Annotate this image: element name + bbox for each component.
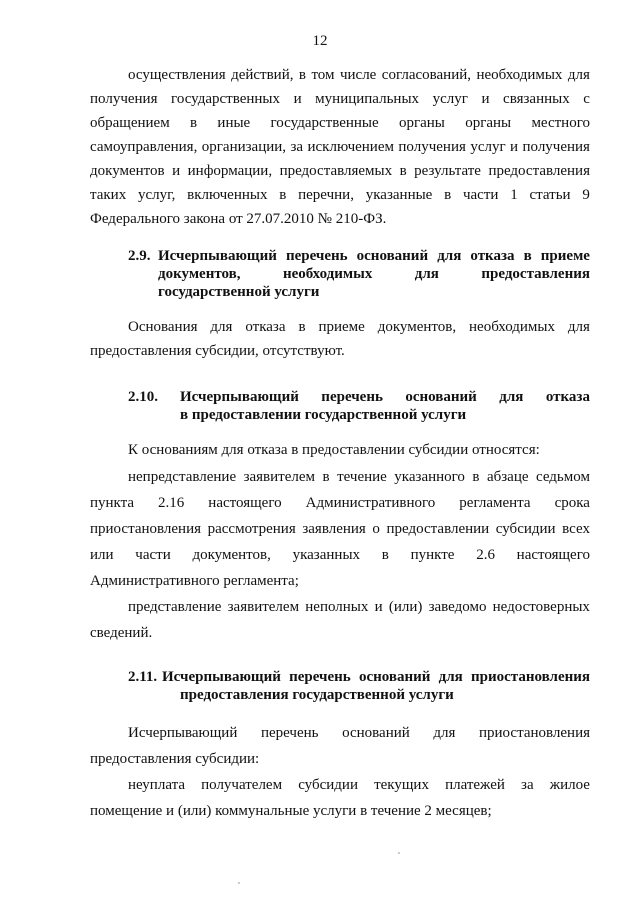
page-number: 12	[312, 33, 328, 49]
word: заведомо	[428, 599, 487, 615]
word: 1	[510, 187, 518, 203]
word: действий,	[231, 67, 294, 83]
word: Административного	[305, 495, 436, 511]
word: числе	[339, 67, 377, 83]
word: о	[372, 521, 380, 537]
word: получения	[398, 139, 466, 155]
text-line	[90, 162, 590, 180]
word: государственных	[171, 91, 281, 107]
word: части	[462, 187, 499, 203]
word: организации,	[201, 139, 287, 155]
word: с	[583, 91, 590, 107]
word: перечень	[285, 248, 348, 264]
word: информации,	[187, 163, 273, 179]
word: органы	[465, 115, 512, 131]
word: пункте	[410, 547, 455, 563]
text-line: сведений.	[90, 625, 153, 641]
word: оснований	[356, 248, 429, 264]
word: таких	[90, 187, 127, 203]
word: местного	[531, 115, 590, 131]
heading-line	[180, 388, 590, 406]
word: в	[381, 547, 389, 563]
word: субсидии	[298, 777, 358, 793]
word: и	[374, 599, 383, 615]
scan-speck	[238, 882, 240, 884]
word: приостановления	[479, 725, 590, 741]
word: пункта	[90, 495, 135, 511]
text-line: Федерального закона от 27.07.2010 № 210-ФЗ.	[90, 211, 387, 227]
text-line	[128, 598, 590, 616]
word: настоящего	[516, 547, 590, 563]
word: настоящего	[208, 495, 282, 511]
word: Исчерпывающий	[180, 389, 299, 405]
word: в	[444, 187, 452, 203]
word: перечень	[321, 389, 383, 405]
word: 2.6	[476, 547, 495, 563]
word: Исчерпывающий	[158, 248, 277, 264]
word: самоуправления,	[90, 139, 198, 155]
word: предоставлении	[386, 521, 490, 537]
word: документов,	[377, 319, 457, 335]
text-line	[90, 520, 590, 538]
word: оснований	[405, 389, 477, 405]
word: седьмом	[536, 469, 590, 485]
word: недостоверных	[492, 599, 590, 615]
word: в	[523, 248, 532, 264]
word: приостановления	[90, 521, 201, 537]
word: государственные	[270, 115, 379, 131]
word: 2.16	[158, 495, 185, 511]
text-line	[128, 468, 590, 486]
word: срока	[554, 495, 590, 511]
word: течение	[337, 469, 387, 485]
word: услуг	[470, 139, 506, 155]
word: в	[298, 67, 307, 83]
word: в	[279, 187, 287, 203]
word: непредставление	[128, 469, 237, 485]
word: иные	[217, 115, 251, 131]
word: отказа	[245, 319, 286, 335]
word: заявителем	[227, 599, 300, 615]
text-line: предоставления субсидии:	[90, 751, 260, 767]
word: отказа	[545, 389, 590, 405]
word: документов	[90, 163, 165, 179]
word: приостановления	[471, 669, 590, 685]
text-line	[90, 114, 590, 132]
word: муниципальных	[315, 91, 420, 107]
word: указанных	[292, 547, 361, 563]
word: текущих	[374, 777, 429, 793]
word: всех	[562, 521, 590, 537]
word: и	[481, 91, 490, 107]
word: перечни,	[298, 187, 354, 203]
text-line	[90, 90, 590, 108]
word: или	[90, 547, 114, 563]
word: органы	[398, 115, 445, 131]
word: Основания	[128, 319, 198, 335]
word: (или)	[388, 599, 423, 615]
word: и	[172, 163, 181, 179]
word: абзаце	[486, 469, 529, 485]
word: для	[567, 319, 590, 335]
word: получения	[522, 139, 590, 155]
word: обращением	[90, 115, 170, 131]
heading-line	[162, 668, 590, 686]
word: для	[437, 248, 462, 264]
word: включенных	[187, 187, 268, 203]
word: перечень	[260, 725, 319, 741]
text-line	[90, 494, 590, 512]
word: жилое	[549, 777, 590, 793]
word: Исчерпывающий	[128, 725, 238, 741]
word: получения	[90, 91, 158, 107]
heading-line: предоставления государственной услуги	[180, 687, 454, 703]
word: документов,	[158, 266, 241, 282]
word: рассмотрения	[207, 521, 296, 537]
word: приеме	[318, 319, 365, 335]
word: в	[472, 469, 480, 485]
word: результате	[414, 163, 481, 179]
text-line: Административного регламента;	[90, 573, 299, 589]
word: неуплата	[128, 777, 185, 793]
word: в	[190, 115, 198, 131]
word: оснований	[358, 669, 431, 685]
word: осуществления	[128, 67, 226, 83]
text-line: предоставления субсидии, отсутствуют.	[90, 343, 345, 359]
word: приеме	[540, 248, 590, 264]
text-line	[128, 66, 590, 84]
word: за	[290, 139, 304, 155]
word: регламента	[459, 495, 531, 511]
word: необходимых	[282, 266, 373, 282]
word: для	[499, 389, 524, 405]
word: предоставления	[481, 266, 590, 282]
word: предоставления	[488, 163, 590, 179]
word: заявления	[302, 521, 366, 537]
section-number: 2.11.	[128, 669, 158, 685]
word: для	[433, 725, 456, 741]
word: получателем	[201, 777, 283, 793]
text-line	[128, 724, 590, 742]
word: для	[414, 266, 439, 282]
word: в	[399, 163, 407, 179]
word: документов,	[192, 547, 271, 563]
word: необходимых	[476, 67, 563, 83]
heading-line: в предоставлении государственной услуги	[180, 407, 467, 423]
word: для	[438, 669, 463, 685]
word: исключением	[307, 139, 394, 155]
word: Исчерпывающий	[162, 669, 281, 685]
word: 9	[582, 187, 590, 203]
word: в	[298, 319, 306, 335]
text-line	[90, 546, 590, 564]
heading-line	[158, 265, 590, 283]
word: представление	[128, 599, 222, 615]
word: статьи	[529, 187, 571, 203]
text-line	[90, 186, 590, 204]
heading-line: государственной услуги	[158, 284, 320, 300]
scan-speck	[398, 852, 400, 854]
word: платежей	[445, 777, 505, 793]
word: оснований	[342, 725, 410, 741]
word: согласований,	[381, 67, 472, 83]
word: указанные	[365, 187, 433, 203]
section-number: 2.9.	[128, 248, 151, 264]
word: за	[521, 777, 534, 793]
word: и	[293, 91, 302, 107]
text-line	[128, 776, 590, 794]
word: субсидии	[495, 521, 556, 537]
word: для	[567, 67, 590, 83]
word: неполных	[305, 599, 369, 615]
word: перечень	[289, 669, 351, 685]
word: для	[210, 319, 233, 335]
word: необходимых	[469, 319, 555, 335]
text-line	[128, 318, 590, 336]
text-line: К основаниям для отказа в предоставлении субсидии относятся:	[128, 442, 540, 458]
word: в	[322, 469, 330, 485]
text-line: помещение и (или) коммунальные услуги в течение 2 месяцев;	[90, 803, 492, 819]
word: том	[311, 67, 335, 83]
section-number: 2.10.	[128, 389, 158, 405]
word: услуг,	[138, 187, 176, 203]
word: и	[510, 139, 519, 155]
word: части	[135, 547, 171, 563]
text-line	[90, 138, 590, 156]
word: отказа	[470, 248, 515, 264]
word: указанного	[394, 469, 465, 485]
word: услуг	[432, 91, 468, 107]
heading-line	[158, 247, 590, 265]
word: связанных	[503, 91, 570, 107]
word: предоставляемых	[279, 163, 393, 179]
word: заявителем	[243, 469, 316, 485]
